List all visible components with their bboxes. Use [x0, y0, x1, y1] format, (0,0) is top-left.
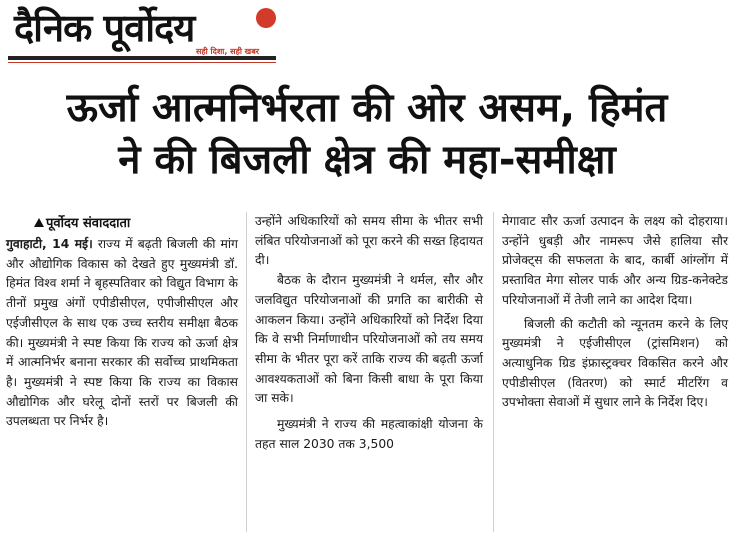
article-paragraph: मेगावाट सौर ऊर्जा उत्पादन के लक्ष्य को दोहराया। उन्होंने धुबड़ी और नामरूप जैसे हालिया सौर प्रोजेक्ट्स की सफलता के बाद, कार्बी आंग्लोंग में प्रस्तावित मेगा सोलर पार्क और अन्य ग्रिड-कनेक्टेड परियोजनाओं में तेजी लाने का आदेश दिया।	[502, 214, 728, 307]
logo-sun-icon	[256, 8, 276, 28]
headline-line-1: ऊर्जा आत्मनिर्भरता की ओर असम, हिमंत	[66, 85, 668, 131]
paragraph-text: राज्य में बढ़ती बिजली की मांग और औद्योगिक विकास को देखते हुए मुख्यमंत्री डॉ. हिमंत विश्व शर्मा ने बृहस्पतिवार को विद्युत विभाग के तीनों प्रमुख अंगों एपीडीसीएल, एपीजीसीएल और एईजीसीएल के साथ एक उच्च स्तरीय समीक्षा बैठक की। मुख्यमंत्री ने स्पष्ट किया कि राज्य को ऊर्जा क्षेत्र में आत्मनिर्भर बनाना सरकार की सर्वोच्च प्राथमिकता है। मुख्यमंत्री ने स्पष्ट किया कि राज्य का विकास औद्योगिक और घरेलू दोनों स्तरों पर बिजली की उपलब्धता पर निर्भर है।	[6, 237, 238, 429]
article-paragraph: उन्होंने अधिकारियों को समय सीमा के भीतर सभी लंबित परियोजनाओं को पूरा करने की सख्त हिदायत दी।	[255, 214, 483, 268]
article-column-3	[502, 212, 728, 413]
article-column-1	[6, 235, 238, 432]
headline-line-2: ने की बिजली क्षेत्र की महा-समीक्षा	[118, 137, 616, 183]
byline-triangle-icon	[34, 218, 44, 227]
article-column-2	[255, 212, 483, 454]
article-paragraph: बैठक के दौरान मुख्यमंत्री ने थर्मल, सौर और जलविद्युत परियोजनाओं की प्रगति का बारीकी से आकलन किया। उन्होंने अधिकारियों को निर्देश दिया कि वे सभी निर्माणाधीन परियोजनाओं को तय समय सीमा के भीतर पूरा करें ताकि राज्य की बढ़ती ऊर्जा आवश्यकताओं को बिना किसी बाधा के पूरा किया जा सके।	[255, 273, 483, 406]
masthead-rule	[8, 56, 276, 60]
dateline: गुवाहाटी, 14 मई।	[6, 237, 93, 251]
article-paragraph: मुख्यमंत्री ने राज्य की महत्वाकांक्षी योजना के तहत साल 2030 तक 3,500	[255, 417, 483, 451]
article-paragraph: बिजली की कटौती को न्यूनतम करने के लिए मुख्यमंत्री ने एईजीसीएल (ट्रांसमिशन) को अत्याधुनिक ग्रिड इंफ्रास्ट्रक्चर विकसित करने और एपीडीसीएल (वितरण) को स्मार्ट मीटरिंग व उपभोक्ता सेवाओं में सुधार लाने के निर्देश दिए।	[502, 316, 728, 410]
column-divider	[246, 212, 247, 532]
newspaper-logo: दैनिक पूर्वोदय	[14, 6, 195, 50]
masthead-rule-thin	[8, 62, 276, 63]
byline: पूर्वोदय संवाददाता	[46, 216, 131, 231]
article-paragraph	[6, 235, 238, 432]
column-divider	[493, 212, 494, 532]
article-headline	[0, 82, 734, 186]
masthead	[0, 0, 734, 78]
newspaper-tagline: सही दिशा, सही खबर	[196, 47, 260, 56]
